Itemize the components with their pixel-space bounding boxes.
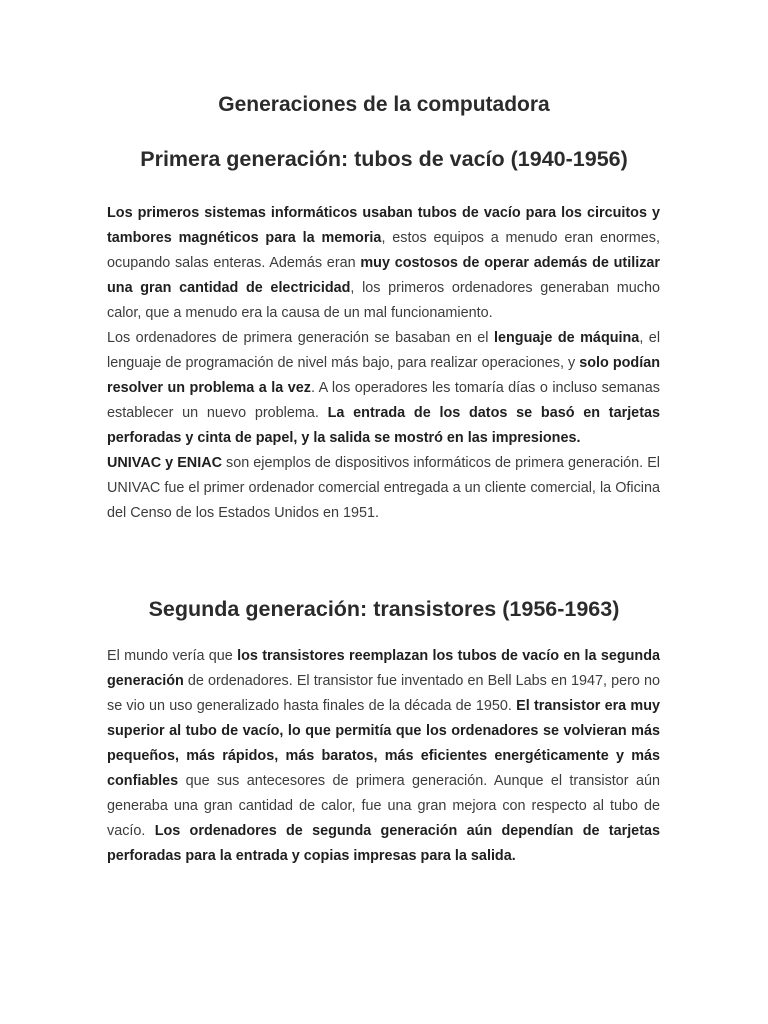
text: , los primeros ordenadores generaban mucho calor, que a menudo era la causa de un mal funcionamiento. <box>107 280 660 321</box>
text: que sus antecesores de primera generación. Aunque el transistor aún generaba una gran cantidad de calor, fue una gran mejora con respecto al tubo de vacío. <box>107 773 660 839</box>
paragraph <box>107 451 660 526</box>
paragraph <box>107 201 660 326</box>
bold-text: los transistores reemplazan los tubos de vacío en la segunda generación <box>107 648 661 689</box>
paragraph <box>107 326 660 451</box>
bold-text: solo podían resolver un problema a la vez <box>107 355 661 396</box>
bold-text: La entrada de los datos se basó en tarjetas perforadas y cinta de papel, y la salida se mostró en las impresiones. <box>107 405 660 446</box>
bold-text: El transistor era muy superior al tubo de vacío, lo que permitía que los ordenadores se volvieran más pequeños, más rápidos, más baratos, más eficientes energéticamente y más confiables <box>107 698 660 789</box>
bold-text: lenguaje de máquina <box>494 330 640 346</box>
text: de ordenadores. El transistor fue inventado en Bell Labs en 1947, pero no se vio un uso generalizado hasta finales de la década de 1950. <box>107 673 660 714</box>
section-body-segunda-generacion <box>107 644 660 869</box>
section-body-primera-generacion <box>107 201 660 526</box>
bold-text: muy costosos de operar además de utilizar una gran cantidad de electricidad <box>107 255 660 296</box>
text: , el lenguaje de programación de nivel más bajo, para realizar operaciones, y <box>107 330 661 371</box>
paragraph <box>107 644 660 869</box>
bold-text: Los primeros sistemas informáticos usaban tubos de vacío para los circuitos y tambores magnéticos para la memoria <box>107 205 660 246</box>
bold-text: Los ordenadores de segunda generación aún dependían de tarjetas perforadas para la entrada y copias impresas para la salida. <box>107 823 660 864</box>
text: El mundo vería que <box>107 648 238 664</box>
text: . A los operadores les tomaría días o incluso semanas establecer un nuevo problema. <box>107 380 660 421</box>
bold-text: UNIVAC y ENIAC <box>107 455 222 471</box>
text: , estos equipos a menudo eran enormes, ocupando salas enteras. Además eran <box>107 230 660 271</box>
section-heading-segunda-generacion: Segunda generación: transistores (1956-1963) <box>148 597 620 621</box>
text: Los ordenadores de primera generación se basaban en el <box>107 330 494 346</box>
text: son ejemplos de dispositivos informáticos de primera generación. El UNIVAC fue el primer ordenador comercial entregada a un cliente comercial, la Oficina del Censo de los Estados Unidos en 1951. <box>107 455 661 521</box>
section-heading-primera-generacion: Primera generación: tubos de vacío (1940-1956) <box>140 147 628 171</box>
document-title: Generaciones de la computadora <box>218 93 550 116</box>
